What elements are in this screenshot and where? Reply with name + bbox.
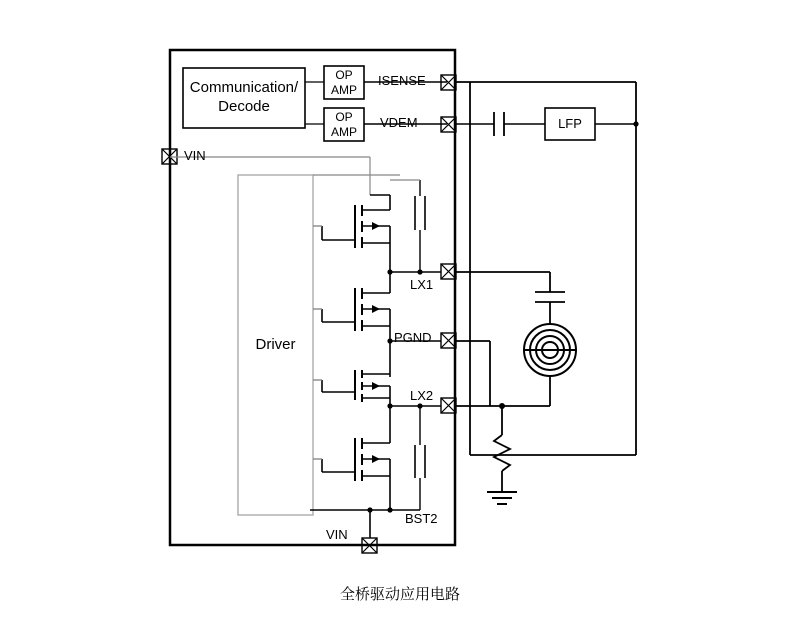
mosfet-high-side-2	[313, 370, 390, 406]
pin-label-vin-bottom: VIN	[326, 527, 348, 542]
mosfet-high-side-1	[313, 195, 390, 272]
pin-label-lx1: LX1	[410, 277, 434, 292]
pin-label-bst2: BST2	[405, 511, 438, 526]
pin-label-isense: ISENSE	[378, 73, 426, 88]
series-capacitor	[535, 292, 565, 302]
lfp-label: LFP	[558, 115, 582, 131]
vdem-capacitor	[494, 112, 504, 136]
motor-coil-symbol	[524, 324, 576, 376]
pin-label-lx2: LX2	[410, 388, 434, 403]
pin-label-pgnd: PGND	[394, 330, 432, 345]
mosfet-low-side-2	[313, 406, 390, 510]
op-amp-label-1: OP AMP	[330, 67, 357, 97]
figure-caption: 全桥驱动应用电路	[339, 586, 460, 603]
bootstrap-capacitor-1	[390, 180, 425, 272]
ground-symbol	[487, 492, 517, 504]
pin-label-vin-left: VIN	[184, 148, 206, 163]
communication-decode-label: Communication/ Decode	[189, 79, 299, 115]
driver-label: Driver	[255, 335, 296, 353]
bootstrap-capacitor-2	[415, 403, 425, 510]
sense-resistor	[494, 406, 510, 492]
op-amp-label-2: OP AMP	[330, 109, 357, 139]
pin-label-vdem: VDEM	[380, 115, 418, 130]
mosfet-low-side-1	[313, 272, 390, 341]
